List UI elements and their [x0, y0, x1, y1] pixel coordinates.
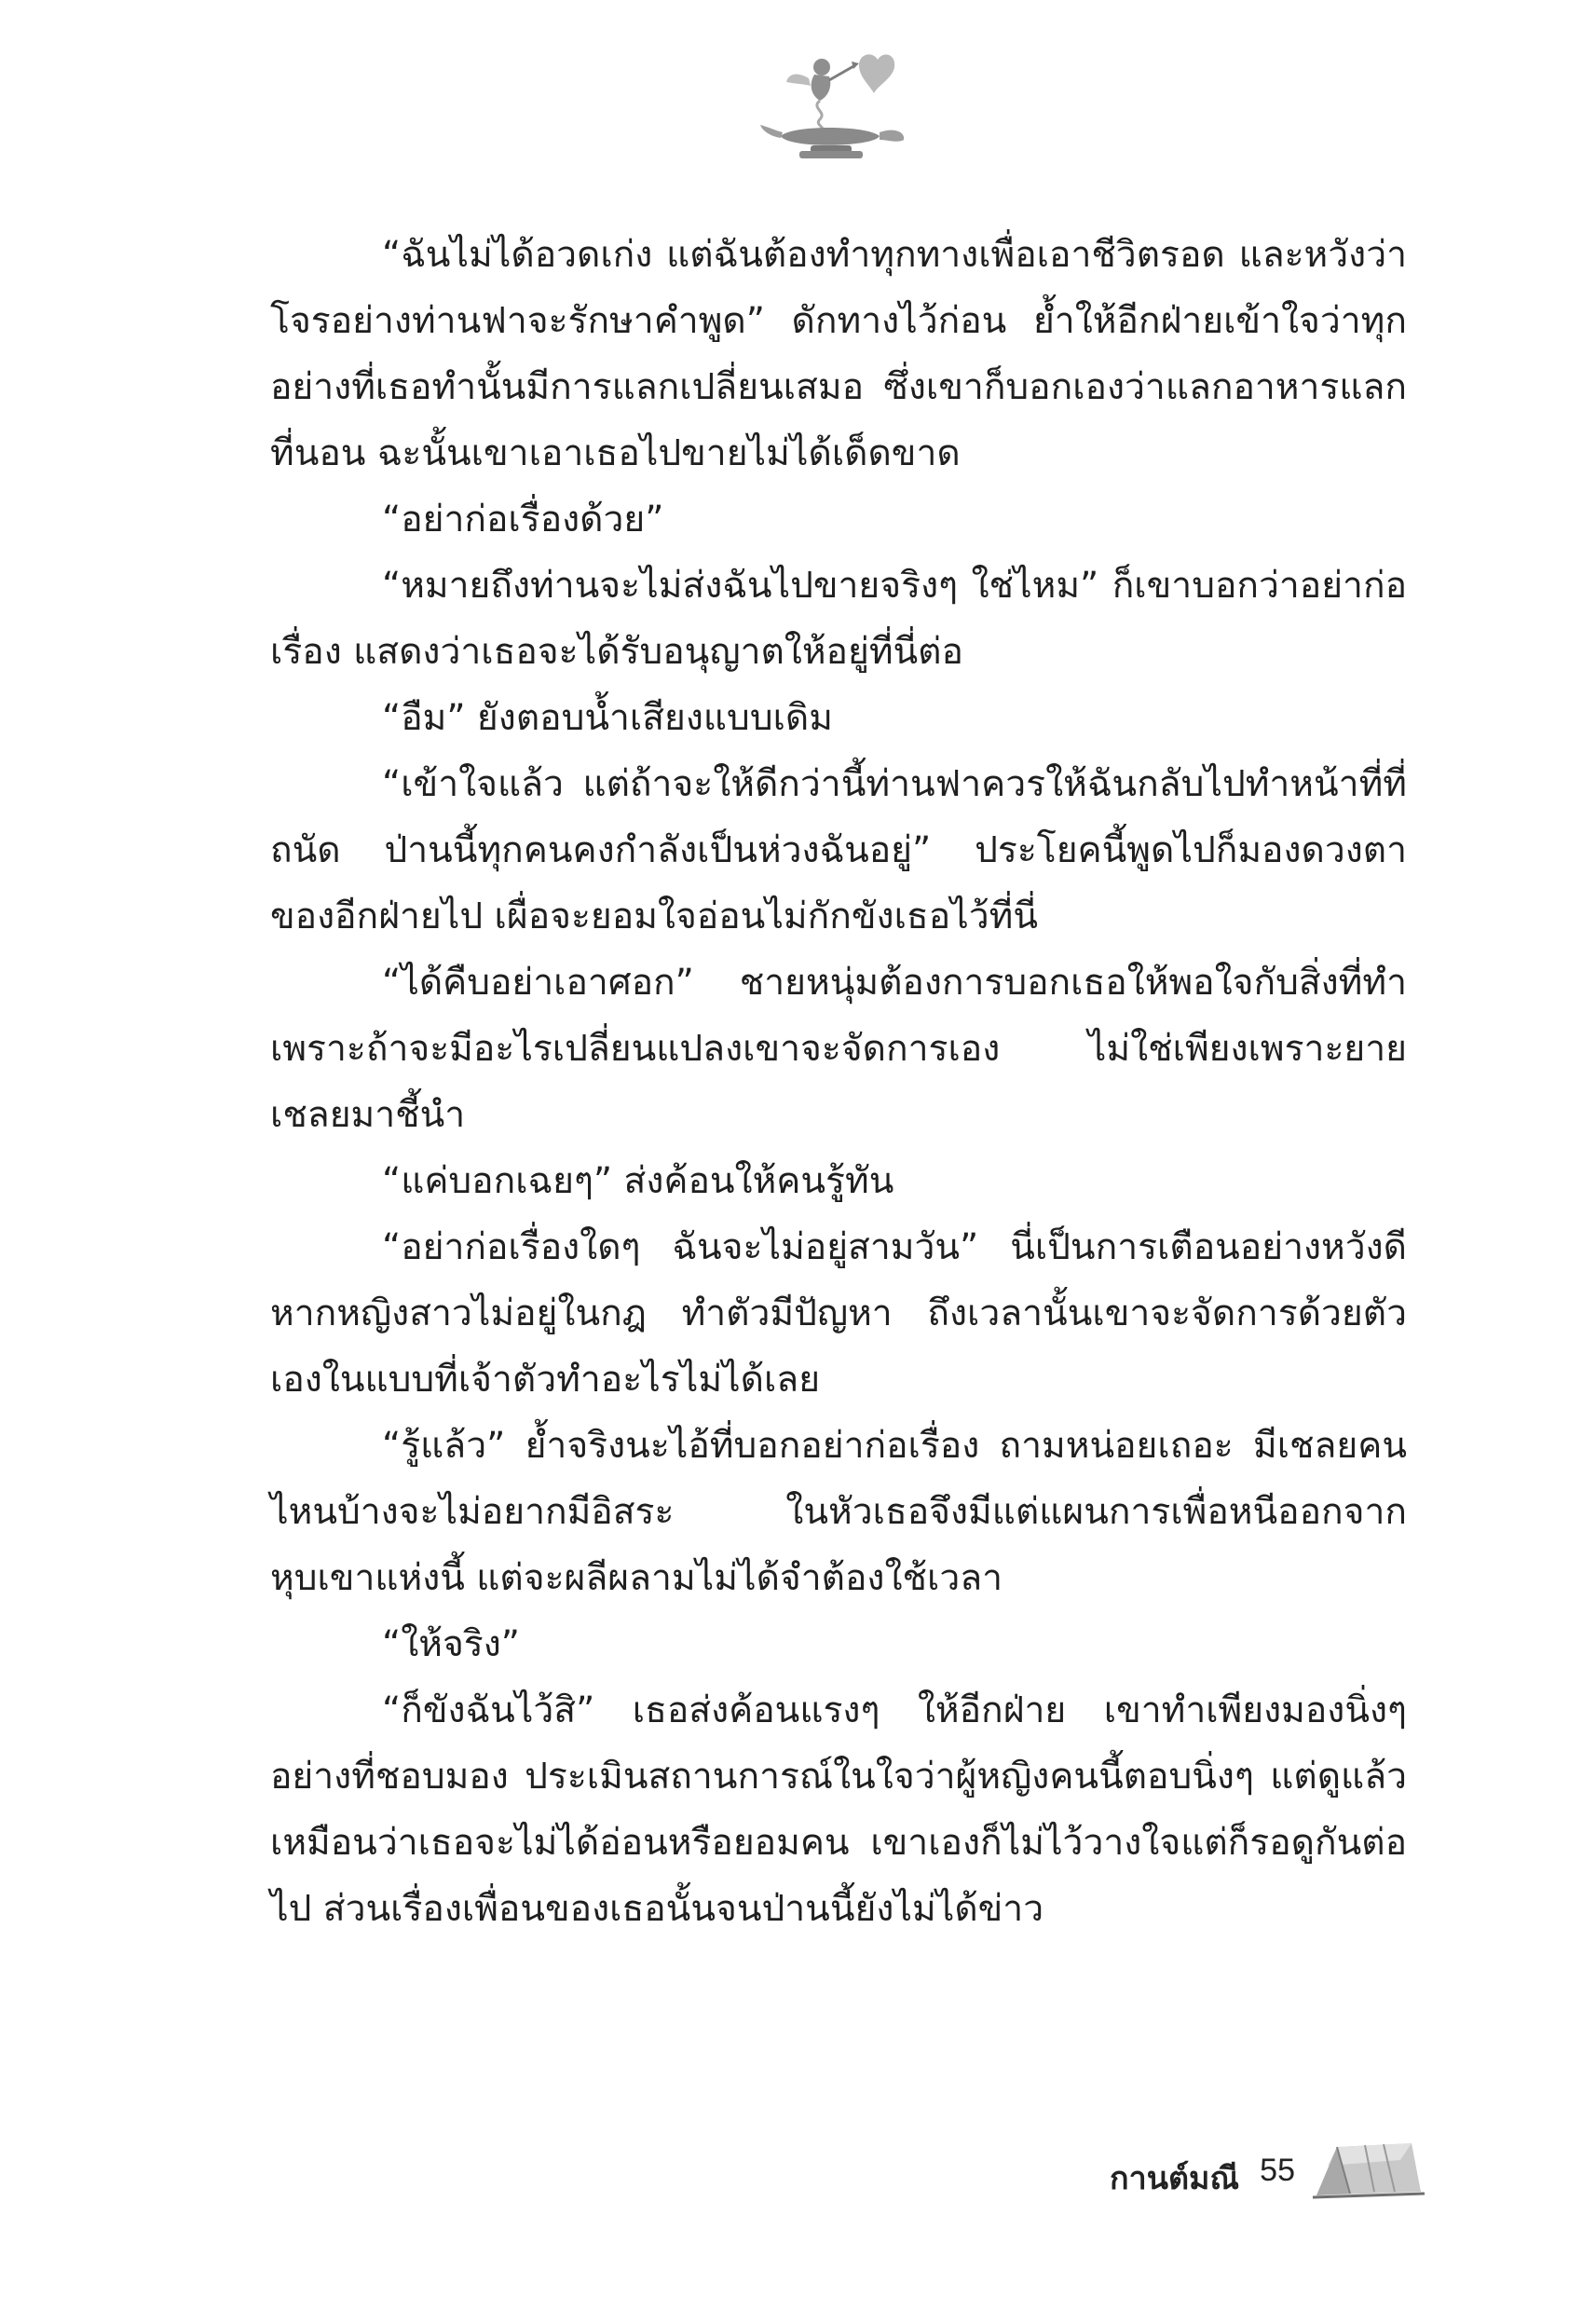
paragraph: “รู้แล้ว” ย้ำจริงนะไอ้ที่บอกอย่าก่อเรื่อง ถามหน่อยเถอะ มีเชลยคนไหนบ้างจะไม่อยากมีอิสระ ในหัวเธอจึงมีแต่แผนการเพื่อหนีออกจากหุบเขาแห่งนี้ แต่จะผลีผลามไม่ได้จำต้องใช้เวลา — [270, 1425, 1407, 1599]
magic-lamp-cupid-icon — [755, 47, 913, 163]
paragraph: “ฉันไม่ได้อวดเก่ง แต่ฉันต้องทำทุกทางเพื่อเอาชีวิตรอด และหวังว่าโจรอย่างท่านฟาจะรักษาคำพูด” ดักทางไว้ก่อน ย้ำให้อีกฝ่ายเข้าใจว่าทุกอย่างที่เธอทำนั้นมีการแลกเปลี่ยนเสมอ ซึ่งเขาก็บอกเองว่าแลกอาหารแลกที่นอน ฉะนั้นเขาเอาเธอไปขายไม่ได้เด็ดขาด — [270, 234, 1407, 474]
story-body — [270, 222, 1407, 1942]
paragraph: “ให้จริง” — [382, 1623, 521, 1665]
paragraph: “อย่าก่อเรื่องใดๆ ฉันจะไม่อยู่สามวัน” นี่เป็นการเตือนอย่างหวังดี หากหญิงสาวไม่อยู่ในกฎ ทำตัวมีปัญหา ถึงเวลานั้นเขาจะจัดการด้วยตัวเองในแบบที่เจ้าตัวทำอะไรไม่ได้เลย — [270, 1226, 1407, 1401]
paragraph: “ก็ขังฉันไว้สิ” เธอส่งค้อนแรงๆ ให้อีกฝ่าย เขาทำเพียงมองนิ่งๆ อย่างที่ชอบมอง ประเมินสถานการณ์ในใจว่าผู้หญิงคนนี้ตอบนิ่งๆ แต่ดูแล้วเหมือนว่าเธอจะไม่ได้อ่อนหรือยอมคน เขาเองก็ไม่ไว้วางใจแต่ก็รอดูกันต่อไป ส่วนเรื่องเพื่อนของเธอนั้นจนป่านนี้ยังไม่ได้ข่าว — [270, 1689, 1407, 1930]
paragraph: “ได้คืบอย่าเอาศอก” ชายหนุ่มต้องการบอกเธอให้พอใจกับสิ่งที่ทำเพราะถ้าจะมีอะไรเปลี่ยนแปลงเขาจะจัดการเอง ไม่ใช่เพียงเพราะยายเชลยมาชี้นำ — [270, 962, 1407, 1136]
page-number: 55 — [1260, 2153, 1295, 2188]
paragraph: “หมายถึงท่านจะไม่ส่งฉันไปขายจริงๆ ใช่ไหม” ก็เขาบอกว่าอย่าก่อเรื่อง แสดงว่าเธอจะได้รับอนุญาตให้อยู่ที่นี่ต่อ — [270, 565, 1407, 673]
book-title: กานต์มณี — [1110, 2160, 1239, 2197]
paragraph: “เข้าใจแล้ว แต่ถ้าจะให้ดีกว่านี้ท่านฟาควรให้ฉันกลับไปทำหน้าที่ที่ถนัด ป่านนี้ทุกคนคงกำลังเป็นห่วงฉันอยู่” ประโยคนี้พูดไปก็มองดวงตาของอีกฝ่ายไป เผื่อจะยอมใจอ่อนไม่กักขังเธอไว้ที่นี่ — [270, 763, 1407, 937]
page-footer — [960, 2134, 1425, 2218]
paragraph: “แค่บอกเฉยๆ” ส่งค้อนให้คนรู้ทัน — [382, 1160, 894, 1202]
paragraph: “อืม” ยังตอบน้ำเสียงแบบเดิม — [382, 697, 833, 739]
paragraph: “อย่าก่อเรื่องด้วย” — [382, 499, 664, 540]
tent-icon — [1309, 2138, 1425, 2203]
